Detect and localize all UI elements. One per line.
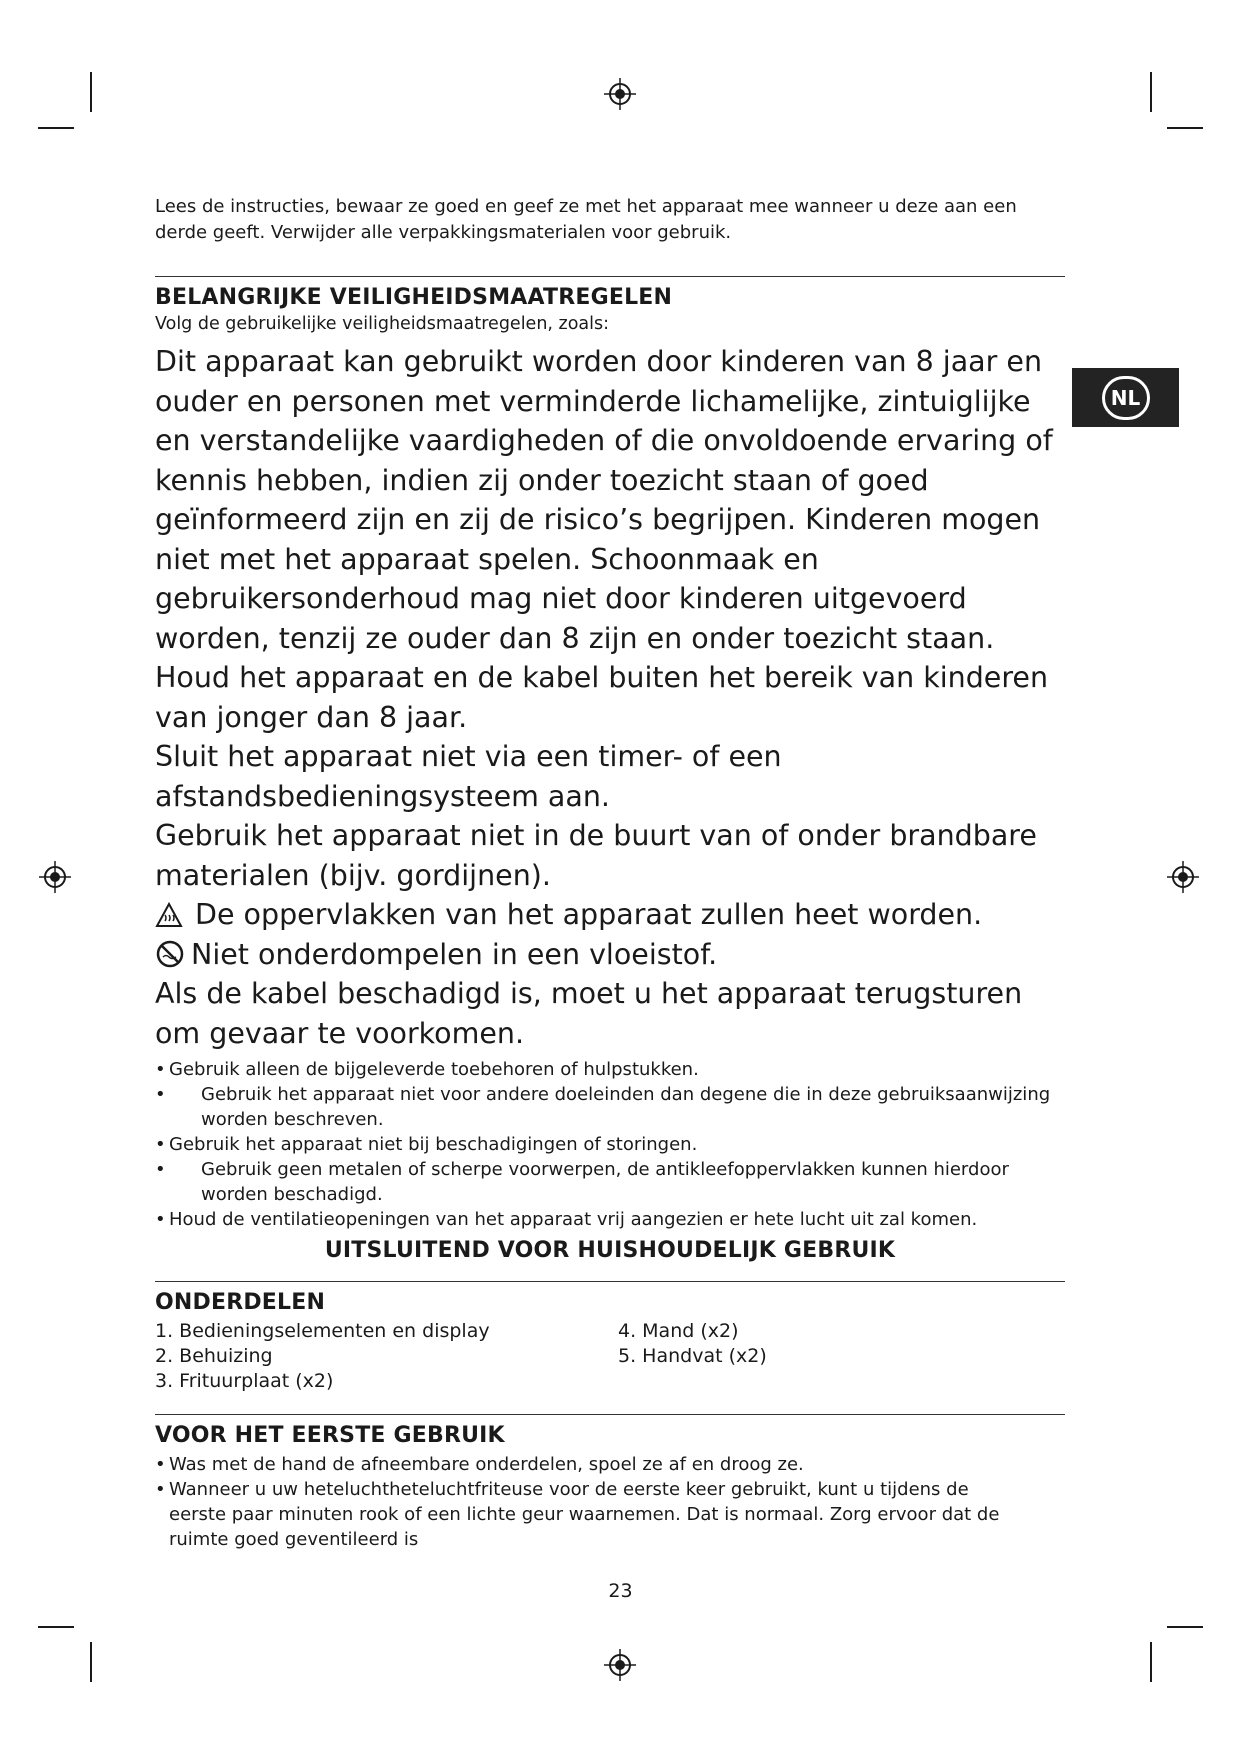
list-item: 1. Bedieningselementen en display — [155, 1320, 490, 1342]
hot-surface-warning — [155, 895, 1065, 935]
safety-paragraph: Sluit het apparaat niet via een timer- of een afstandsbedieningsysteem aan. — [155, 740, 782, 813]
safety-bullets — [155, 1057, 1065, 1232]
registration-mark-icon — [603, 1648, 637, 1682]
parts-column-right — [618, 1319, 767, 1394]
language-badge: NL — [1102, 376, 1150, 420]
list-item: • Gebruik het apparaat niet voor andere doeleinden dan degene die in deze gebruiksaanwijzing worden beschreven. — [155, 1084, 1051, 1130]
no-immersion-icon — [155, 939, 185, 969]
section-divider — [155, 1414, 1065, 1415]
intro-text: Lees de instructies, bewaar ze goed en geef ze met het apparaat mee wanneer u deze aan een derde geeft. Verwijder alle verpakkingsmaterialen voor gebruik. — [155, 196, 1017, 243]
crop-mark — [38, 1626, 74, 1628]
list-item: 2. Behuizing — [155, 1345, 273, 1367]
crop-mark — [1167, 1626, 1203, 1628]
first-use-title: VOOR HET EERSTE GEBRUIK — [155, 1423, 505, 1448]
section-divider — [155, 1281, 1065, 1282]
cable-paragraph: Als de kabel beschadigd is, moet u het apparaat terugsturen om gevaar te voorkomen. — [155, 977, 1023, 1050]
list-item: • Houd de ventilatieopeningen van het apparaat vrij aangezien er hete lucht uit zal komen. — [155, 1209, 978, 1230]
hot-surface-icon — [155, 902, 183, 928]
parts-title: ONDERDELEN — [155, 1290, 326, 1315]
registration-mark-icon — [1166, 860, 1200, 894]
list-item: • Was met de hand de afneembare onderdelen, spoel ze af en droog ze. — [155, 1454, 804, 1475]
safety-warnings — [155, 342, 1065, 1053]
list-item: 4. Mand (x2) — [618, 1320, 739, 1342]
hot-surface-text: De oppervlakken van het apparaat zullen heet worden. — [195, 898, 983, 931]
page-number: 23 — [608, 1580, 633, 1602]
safety-subtitle: Volg de gebruikelijke veiligheidsmaatregelen, zoals: — [155, 314, 610, 334]
list-item: • Gebruik het apparaat niet bij beschadigingen of storingen. — [155, 1134, 698, 1155]
safety-title: BELANGRIJKE VEILIGHEIDSMAATREGELEN — [155, 285, 673, 310]
crop-mark — [1150, 1642, 1152, 1682]
crop-mark — [90, 72, 92, 112]
page-content — [155, 194, 1065, 1552]
crop-mark — [1150, 72, 1152, 112]
immersion-text: Niet onderdompelen in een vloeistof. — [191, 937, 718, 971]
list-item: 5. Handvat (x2) — [618, 1345, 767, 1367]
first-use-bullets — [155, 1452, 1065, 1552]
list-item: 3. Frituurplaat (x2) — [155, 1370, 334, 1392]
list-item: • Wanneer u uw heteluchtheteluchtfriteuse voor de eerste keer gebruikt, kunt u tijdens de eerste paar minuten rook of een lichte geur waarnemen. Dat is normaal. Zorg ervoor dat de ruimte goed geventileerd is — [155, 1479, 1000, 1550]
language-tab — [1072, 368, 1179, 427]
registration-mark-icon — [603, 77, 637, 111]
parts-column-left — [155, 1319, 618, 1394]
parts-list — [155, 1319, 1065, 1394]
crop-mark — [90, 1642, 92, 1682]
list-item: • Gebruik alleen de bijgeleverde toebehoren of hulpstukken. — [155, 1059, 699, 1080]
safety-paragraph: Dit apparaat kan gebruikt worden door kinderen van 8 jaar en ouder en personen met verminderde lichamelijke, zintuiglijke en verstandelijke vaardigheden of die onvoldoende ervaring of kennis hebben, indien zij onder toezicht staan of goed geïnformeerd zijn en zij de risico’s begrijpen. Kinderen mogen niet met het apparaat spelen. Schoonmaak en gebruikersonderhoud mag niet door kinderen uitgevoerd worden, tenzij ze ouder dan 8 zijn en onder toezicht staan. Houd het apparaat en de kabel buiten het bereik van kinderen van jonger dan 8 jaar. — [155, 345, 1053, 734]
safety-paragraph: Gebruik het apparaat niet in de buurt van of onder brandbare materialen (bijv. gordijnen). — [155, 819, 1037, 892]
immersion-warning — [155, 935, 1065, 975]
list-item: • Gebruik geen metalen of scherpe voorwerpen, de antikleefoppervlakken kunnen hierdoor worden beschadigd. — [155, 1159, 1009, 1205]
crop-mark — [1167, 127, 1203, 129]
crop-mark — [38, 127, 74, 129]
section-divider — [155, 276, 1065, 277]
registration-mark-icon — [38, 860, 72, 894]
household-note: UITSLUITEND VOOR HUISHOUDELIJK GEBRUIK — [324, 1238, 896, 1263]
